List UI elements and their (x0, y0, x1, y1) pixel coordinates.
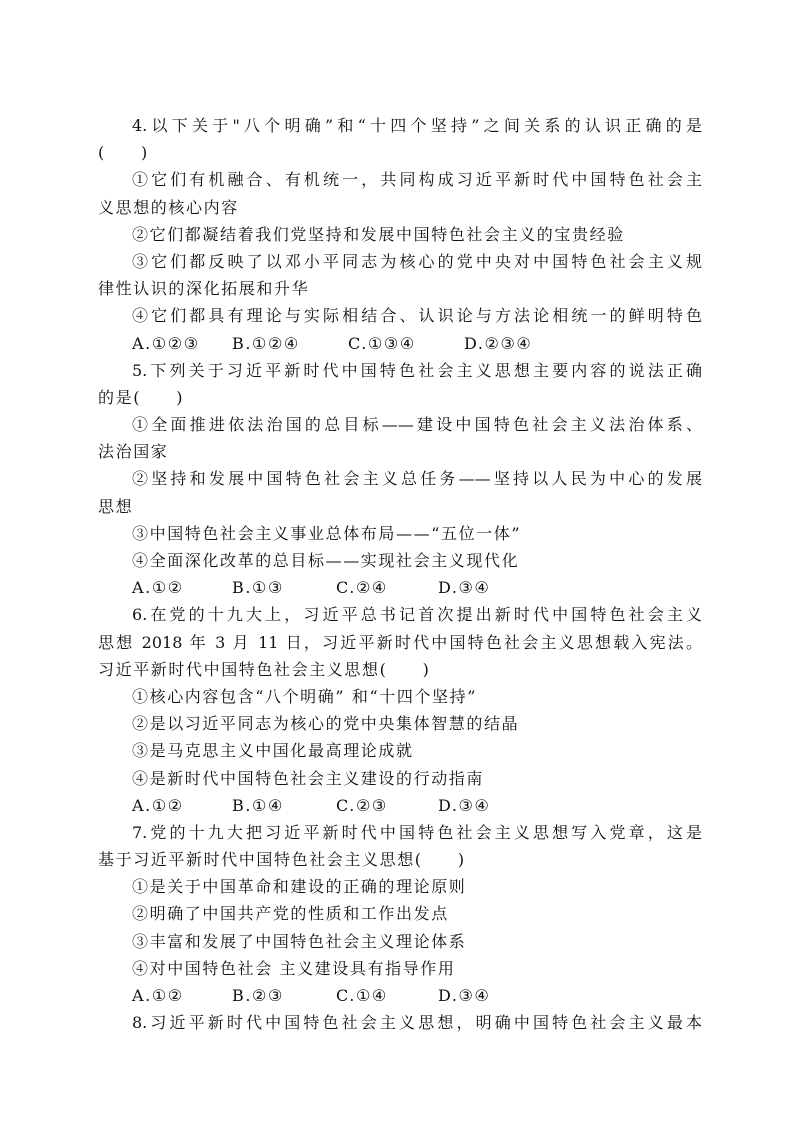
answer-options (98, 330, 702, 357)
question-stem: ( ) (98, 143, 149, 163)
answer-options (98, 792, 702, 819)
question-4 (98, 112, 702, 357)
statement-item: ②它们都凝结着我们党坚持和发展中国特色社会主义的宝贵经验 (132, 224, 625, 244)
question-stem: 5.下列关于习近平新时代中国特色社会主义思想主要内容的说法正确 (132, 360, 702, 380)
question-5 (98, 357, 702, 602)
statement-item: 义思想的核心内容 (98, 197, 239, 217)
statement-item: ③中国特色社会主义事业总体布局——“五位一体” (132, 523, 522, 543)
option-c: C.①④ (336, 986, 388, 1005)
question-stem: 4.以下关于"八个明确”和“十四个坚持”之间关系的认识正确的是 (132, 116, 702, 135)
question-stem: 习近平新时代中国特色社会主义思想( ) (98, 659, 431, 679)
question-stem: 8.习近平新时代中国特色社会主义思想，明确中国特色社会主义最本 (132, 1013, 702, 1033)
statement-item: ②明确了中国共产党的性质和工作出发点 (132, 904, 449, 924)
statement-item: ④是新时代中国特色社会主义建设的行动指南 (132, 768, 485, 788)
question-stem: 基于习近平新时代中国特色社会主义思想( ) (98, 850, 466, 870)
statement-item: 思想 (98, 496, 134, 516)
option-a: A.①②③ (132, 333, 200, 353)
statement-item: ③是马克思主义中国化最高理论成就 (132, 741, 414, 761)
statement-item: ③丰富和发展了中国特色社会主义理论体系 (132, 931, 467, 951)
option-d: D.③④ (438, 986, 491, 1005)
question-stem: 思想 2018 年 3 月 11 日，习近平新时代中国特色社会主义思想载入宪法。 (98, 632, 702, 652)
question-stem: 的是( ) (98, 387, 185, 407)
question-8 (98, 1009, 702, 1036)
option-b: B.②③ (232, 986, 284, 1005)
statement-item: ④它们都具有理论与实际相结合、认识论与方法论相统一的鲜明特色 (132, 306, 702, 326)
statement-item: ②是以习近平同志为核心的党中央集体智慧的结晶 (132, 714, 520, 734)
option-b: B.①②④ (232, 333, 300, 353)
option-d: D.③④ (438, 795, 491, 815)
option-d: D.②③④ (464, 333, 533, 353)
option-b: B.①③ (232, 578, 284, 598)
statement-item: ③它们都反映了以邓小平同志为核心的党中央对中国特色社会主义规 (132, 251, 702, 271)
option-d: D.③④ (438, 578, 491, 598)
statement-item: ②坚持和发展中国特色社会主义总任务——坚持以人民为中心的发展 (132, 469, 702, 489)
statement-item: ④对中国特色社会 主义建设具有指导作用 (132, 958, 456, 978)
statement-item: ④全面深化改革的总目标——实现社会主义现代化 (132, 551, 520, 570)
question-6 (98, 601, 702, 819)
document-page (98, 112, 702, 1036)
statement-item: ①全面推进依法治国的总目标——建设中国特色社会主义法治体系、 (132, 415, 702, 435)
question-stem: 6.在党的十九大上，习近平总书记首次提出新时代中国特色社会主义 (132, 605, 702, 625)
option-c: C.①③④ (348, 333, 416, 353)
option-a: A.①② (132, 986, 184, 1005)
statement-item: ①它们有机融合、有机统一，共同构成习近平新时代中国特色社会主 (132, 170, 702, 190)
question-stem: 7.党的十九大把习近平新时代中国特色社会主义思想写入党章，这是 (132, 822, 702, 842)
option-b: B.①④ (232, 795, 284, 815)
statement-item: 律性认识的深化拓展和升华 (98, 279, 310, 299)
statement-item: 法治国家 (98, 442, 169, 462)
question-7 (98, 819, 702, 1009)
option-c: C.②④ (336, 578, 388, 598)
statement-item: ①核心内容包含“八个明确” 和“十四个坚持” (132, 686, 478, 706)
answer-options (98, 574, 702, 601)
option-a: A.①② (132, 578, 184, 598)
answer-options (98, 982, 702, 1009)
option-a: A.①② (132, 795, 184, 815)
option-c: C.②③ (336, 795, 388, 815)
statement-item: ①是关于中国革命和建设的正确的理论原则 (132, 877, 467, 897)
